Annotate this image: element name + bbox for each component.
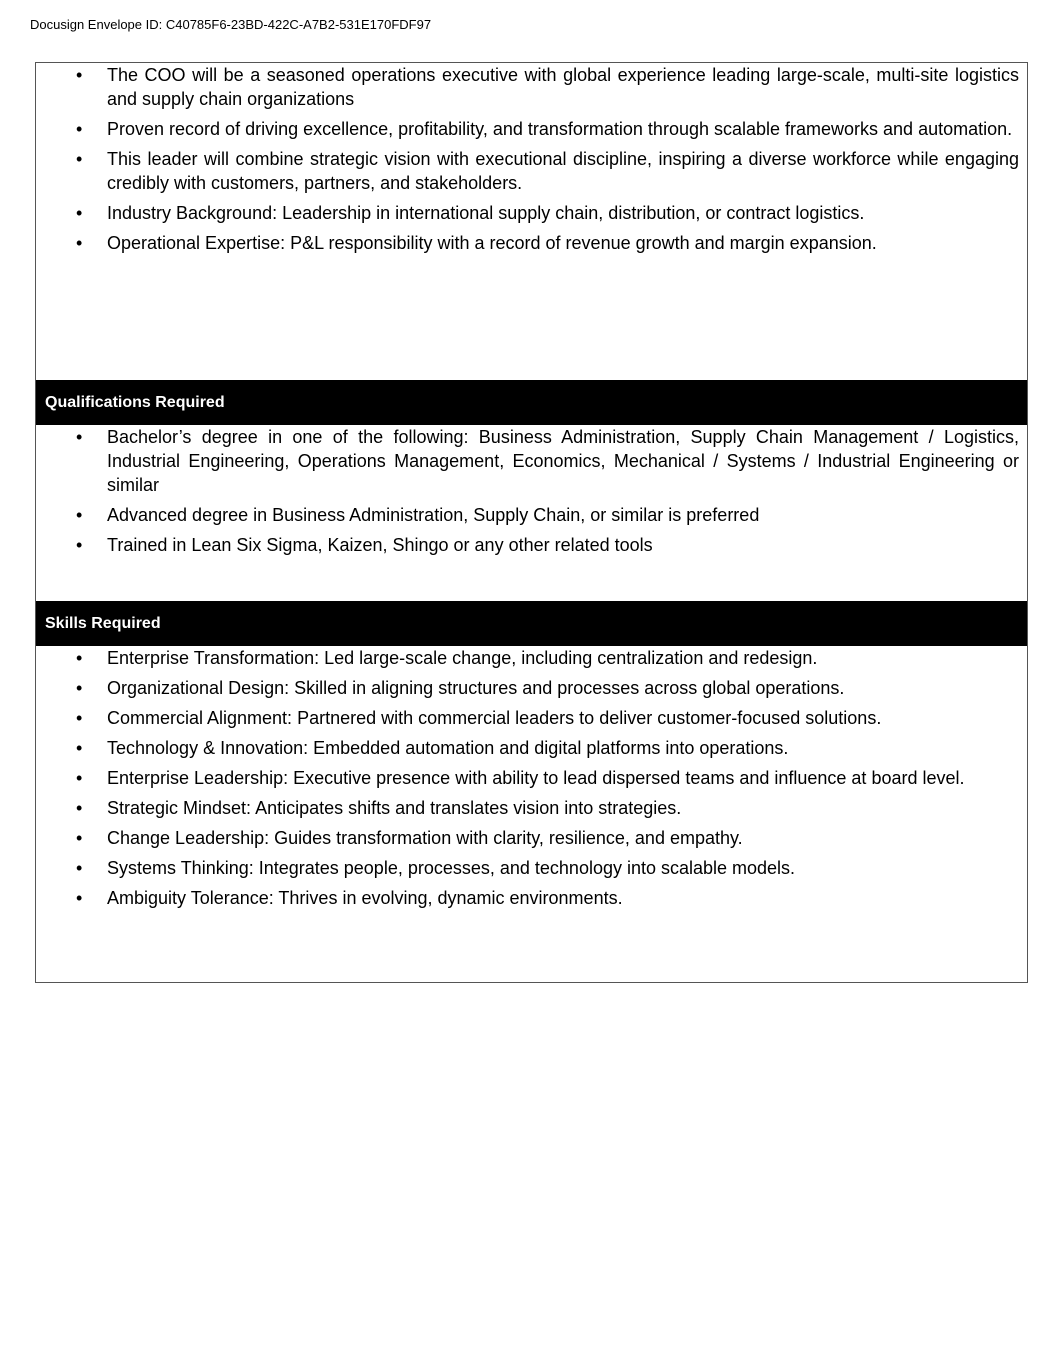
list-item <box>36 201 1027 225</box>
list-item <box>36 503 1027 527</box>
list-item <box>36 736 1027 760</box>
list-item-text: Change Leadership: Guides transformation with clarity, resilience, and empathy. <box>107 828 743 848</box>
list-item-text: Organizational Design: Skilled in aligning structures and processes across global operations. <box>107 678 845 698</box>
profile-list <box>36 63 1027 255</box>
list-item <box>36 147 1027 195</box>
list-item-text: The COO will be a seasoned operations executive with global experience leading large-scale, multi-site logistics and supply chain organizations <box>107 65 1019 109</box>
list-item <box>36 231 1027 255</box>
list-item <box>36 796 1027 820</box>
list-item <box>36 425 1027 497</box>
skills-section <box>36 646 1027 982</box>
bullet-icon: • <box>76 828 83 848</box>
bullet-icon: • <box>76 119 83 139</box>
list-item-text: Strategic Mindset: Anticipates shifts and translates vision into strategies. <box>107 798 682 818</box>
list-item-text: Commercial Alignment: Partnered with commercial leaders to deliver customer-focused solutions. <box>107 708 882 728</box>
bullet-icon: • <box>76 427 83 447</box>
list-item <box>36 886 1027 910</box>
list-item-text: Proven record of driving excellence, profitability, and transformation through scalable frameworks and automation. <box>107 119 1013 139</box>
list-item-text: Technology & Innovation: Embedded automation and digital platforms into operations. <box>107 738 789 758</box>
list-item <box>36 117 1027 141</box>
skills-list <box>36 646 1027 910</box>
bullet-icon: • <box>76 798 83 818</box>
list-item-text: Systems Thinking: Integrates people, processes, and technology into scalable models. <box>107 858 796 878</box>
bullet-icon: • <box>76 678 83 698</box>
bullet-icon: • <box>76 233 83 253</box>
list-item <box>36 856 1027 880</box>
job-description-table <box>35 62 1028 983</box>
bullet-icon: • <box>76 535 83 555</box>
bullet-icon: • <box>76 738 83 758</box>
list-item <box>36 766 1027 790</box>
list-item <box>36 63 1027 111</box>
list-item <box>36 646 1027 670</box>
list-item-text: Advanced degree in Business Administration, Supply Chain, or similar is preferred <box>107 505 760 525</box>
list-item <box>36 706 1027 730</box>
list-item <box>36 676 1027 700</box>
skills-header: Skills Required <box>36 601 1027 646</box>
list-item-text: Bachelor’s degree in one of the following: Business Administration, Supply Chain Management / Logistics, Industrial Engineering, Operations Management, Economics, Mechanical / Systems / Industrial Engineering or similar <box>107 427 1019 495</box>
list-item-text: Enterprise Transformation: Led large-scale change, including centralization and redesign. <box>107 648 818 668</box>
bullet-icon: • <box>76 708 83 728</box>
list-item-text: This leader will combine strategic vision with executional discipline, inspiring a diverse workforce while engaging credibly with customers, partners, and stakeholders. <box>107 149 1019 193</box>
list-item <box>36 533 1027 557</box>
list-item <box>36 826 1027 850</box>
list-item-text: Ambiguity Tolerance: Thrives in evolving, dynamic environments. <box>107 888 623 908</box>
qualifications-list <box>36 425 1027 557</box>
qualifications-header: Qualifications Required <box>36 380 1027 425</box>
qualifications-section <box>36 425 1027 601</box>
list-item-text: Trained in Lean Six Sigma, Kaizen, Shingo or any other related tools <box>107 535 653 555</box>
list-item-text: Operational Expertise: P&L responsibility with a record of revenue growth and margin expansion. <box>107 233 877 253</box>
bullet-icon: • <box>76 505 83 525</box>
bullet-icon: • <box>76 888 83 908</box>
list-item-text: Enterprise Leadership: Executive presence with ability to lead dispersed teams and influence at board level. <box>107 768 965 788</box>
bullet-icon: • <box>76 149 83 169</box>
envelope-id: Docusign Envelope ID: C40785F6-23BD-422C-A7B2-531E170FDF97 <box>30 17 432 32</box>
bullet-icon: • <box>76 858 83 878</box>
bullet-icon: • <box>76 65 83 85</box>
bullet-icon: • <box>76 768 83 788</box>
bullet-icon: • <box>76 648 83 668</box>
profile-section <box>36 63 1027 380</box>
bullet-icon: • <box>76 203 83 223</box>
list-item-text: Industry Background: Leadership in international supply chain, distribution, or contract logistics. <box>107 203 865 223</box>
